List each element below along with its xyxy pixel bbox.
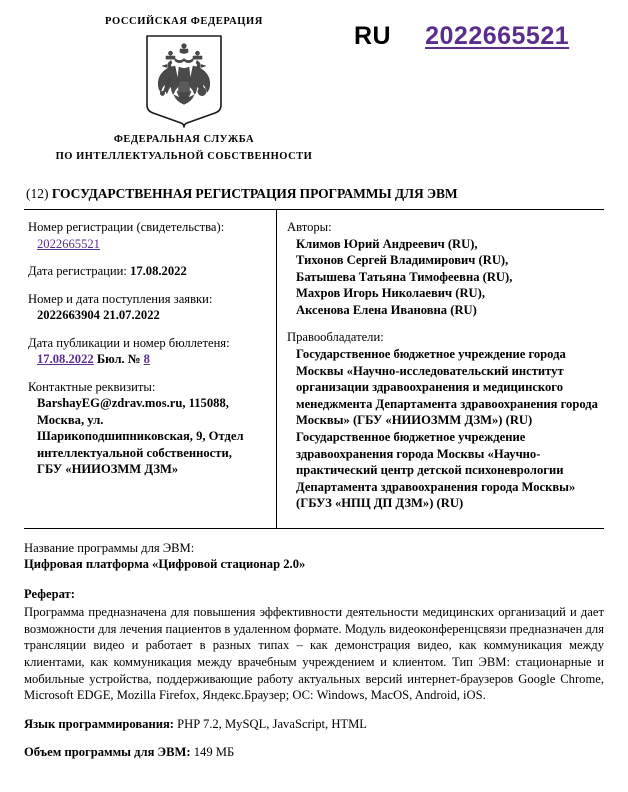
application-value: 2022663904 21.07.2022: [37, 308, 160, 322]
program-name-label: Название программы для ЭВМ:: [24, 541, 195, 555]
program-size-value: 149 МБ: [193, 745, 235, 760]
authors-label: Авторы:: [287, 220, 332, 234]
bibliographic-left-column: [24, 210, 276, 528]
programming-language-value: PHP 7.2, MySQL, JavaScript, HTML: [177, 716, 367, 731]
author-item: Махров Игорь Николаевич (RU),: [296, 286, 485, 301]
program-size-field: [24, 744, 604, 760]
author-item: Аксенова Елена Ивановна (RU): [296, 302, 477, 317]
contacts-block: [28, 395, 268, 478]
holder-item: Государственное бюджетное учреждение здравоохранения города Москвы «Научно-практический центр детской психоневрологии Департамента здравоохранения города Москвы» (ГБУЗ «НПЦ ДП ДЗМ») (RU): [296, 429, 576, 511]
abstract-label: Реферат:: [24, 586, 75, 601]
bulletin-number-link[interactable]: 8: [143, 352, 150, 366]
contacts-label: Контактные реквизиты:: [28, 379, 156, 394]
title-text: ГОСУДАРСТВЕННАЯ РЕГИСТРАЦИЯ ПРОГРАММЫ ДЛЯ ЭВМ: [51, 186, 458, 201]
registration-number-field: [28, 219, 268, 252]
document-identifier: [354, 22, 569, 51]
author-item: Климов Юрий Андреевич (RU),: [296, 236, 478, 251]
holder-item: Государственное бюджетное учреждение города Москвы «Научно-исследовательский институт организации здравоохранения и медицинского менеджмента Департамента здравоохранения города Москвы» (ГБУ «НИИОЗММ ДЗМ») (RU): [296, 346, 598, 428]
russian-coat-of-arms-icon: [141, 33, 227, 129]
country-name: РОССИЙСКАЯ ФЕДЕРАЦИЯ: [105, 16, 263, 27]
author-item: Батышева Татьяна Тимофеевна (RU),: [296, 269, 513, 284]
application-field: [28, 291, 268, 324]
document-header: [24, 0, 604, 186]
publication-label: Дата публикации и номер бюллетеня:: [28, 335, 230, 350]
authors-field: [287, 219, 600, 318]
registration-date-label: Дата регистрации:: [28, 264, 127, 278]
registration-number-value-wrap: [28, 236, 268, 253]
registration-number-label: Номер регистрации (свидетельства):: [28, 220, 225, 234]
country-code: RU: [354, 22, 392, 50]
programming-language-label: Язык программирования:: [24, 716, 174, 731]
publication-field: [28, 335, 268, 368]
programming-language-field: [24, 716, 604, 732]
document-number-link[interactable]: 2022665521: [425, 22, 570, 50]
contacts-line: BarshayEG@zdrav.mos.ru, 115088,: [37, 396, 229, 410]
contacts-line: Москва, ул.: [37, 412, 104, 427]
agency-name-line-2: ПО ИНТЕЛЛЕКТУАЛЬНОЙ СОБСТВЕННОСТИ: [55, 151, 313, 162]
program-size-label: Объем программы для ЭВМ:: [24, 745, 191, 760]
registration-number-link[interactable]: 2022665521: [37, 236, 100, 251]
page-title: [24, 186, 604, 202]
title-inid-code: (12): [26, 186, 49, 201]
holders-field: [287, 329, 600, 511]
abstract-text: Программа предназначена для повышения эффективности деятельности медицинских организаций и дает возможности для лечения пациентов в удаленном формате. Модуль видеоконференцсвязи предназначен для трансляции видео и работает в разных типах – как демонстрация видео, как коммуникация между клиентами, как коммуникация между врачебным учреждением и клиентом. Тип ЭВМ: стационарные и мобильные устройства, поддерживающие работу актуальных версий интернет-браузеров Google Chrome, Microsoft EDGE, Mozilla Firefox, Яндекс.Браузер; ОС: Windows, MacOS, Android, iOS.: [24, 605, 604, 703]
bibliographic-right-column: [276, 210, 604, 528]
contacts-line: Шарикоподшипниковская, 9, Отдел: [37, 429, 244, 444]
contacts-field: [28, 379, 268, 478]
bulletin-prefix: Бюл. №: [96, 352, 141, 366]
author-item: Тихонов Сергей Владимирович (RU),: [296, 253, 509, 268]
holders-label: Правообладатели:: [287, 330, 384, 345]
document-body: [24, 529, 604, 761]
registration-date-field: [28, 263, 268, 280]
contacts-line: ГБУ «НИИОЗММ ДЗМ»: [37, 462, 179, 477]
publication-value-wrap: [28, 351, 268, 368]
holders-list: [287, 346, 600, 512]
bibliographic-table: [24, 209, 604, 529]
program-name-value: Цифровая платформа «Цифровой стационар 2.0»: [24, 557, 306, 572]
registration-date-value: 17.08.2022: [130, 264, 187, 278]
agency-name-line-1: ФЕДЕРАЛЬНАЯ СЛУЖБА: [113, 134, 255, 145]
contacts-line: интеллектуальной собственности,: [37, 445, 232, 460]
program-name-field: [24, 540, 604, 573]
authors-list: [287, 236, 600, 319]
application-label: Номер и дата поступления заявки:: [28, 291, 213, 306]
agency-block: [34, 16, 334, 163]
publication-date-link[interactable]: 17.08.2022: [37, 352, 94, 366]
